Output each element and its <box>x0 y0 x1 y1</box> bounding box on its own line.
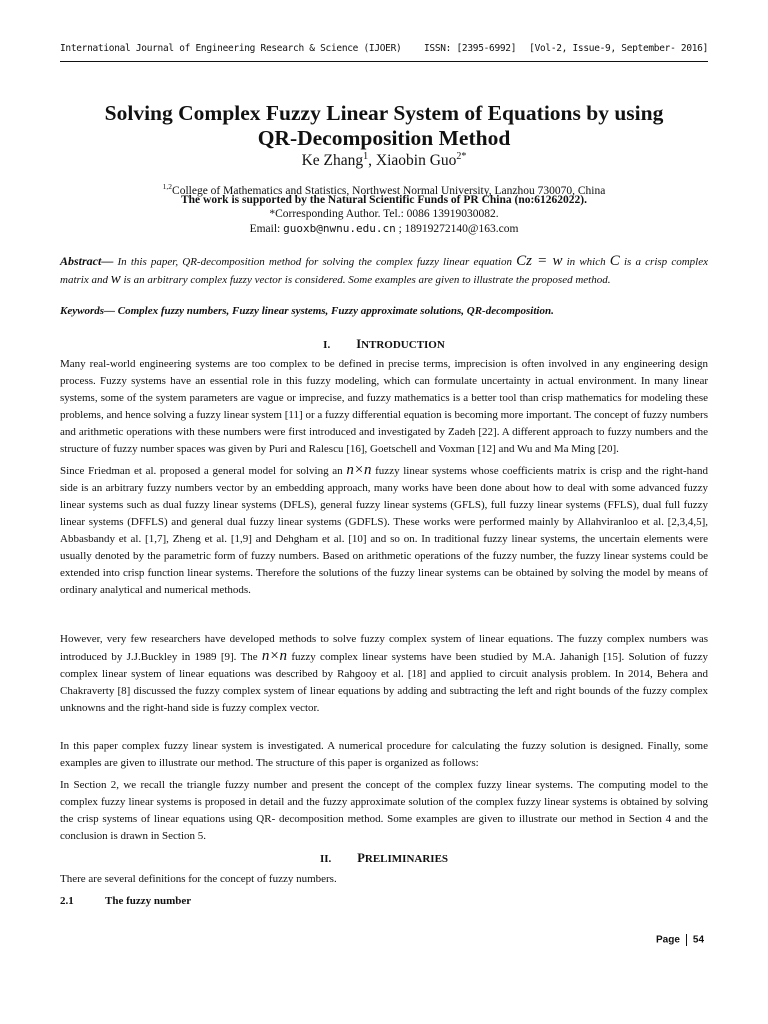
page-divider <box>686 934 687 946</box>
author-1-sup: 1 <box>363 151 369 162</box>
email-link-1[interactable]: guoxb@nwnu.edu.cn <box>283 222 396 235</box>
author-list <box>40 151 728 170</box>
author-1: Ke Zhang <box>301 152 364 170</box>
abstract-text-4: is an arbitrary complex fuzzy vector is considered. Some examples are given to illustrate the proposed method. <box>120 274 611 286</box>
title-line-2: QR-Decomposition Method <box>257 126 511 150</box>
paragraph-4: In this paper complex fuzzy linear system is investigated. A numerical procedure for calculating the fuzzy solution is designed. Finally, some examples are given to illustrate our method. The structure of this paper is organized as follows: <box>60 740 708 769</box>
corresponding-author: *Corresponding Author. Tel.: 0086 13919030082. <box>269 208 499 220</box>
paragraph-2 <box>60 462 708 599</box>
running-header <box>60 43 708 57</box>
nxn-symbol: n×n <box>261 648 288 664</box>
subsection-title: The fuzzy number <box>105 895 192 907</box>
section-heading-introduction <box>60 337 708 352</box>
affiliation-text: College of Mathematics and Statistics, Northwest Normal University, Lanzhou 730070, China <box>172 184 606 197</box>
author-separator: , <box>368 152 376 170</box>
keywords: Keywords— Complex fuzzy numbers, Fuzzy linear systems, Fuzzy approximate solutions, QR-decomposition. <box>60 305 554 317</box>
page-number <box>656 934 704 946</box>
title-line-1: Solving Complex Fuzzy Linear System of Equations by using <box>104 101 664 125</box>
email-2: ; 18919272140@163.com <box>395 223 519 235</box>
nxn-symbol: n×n <box>346 462 372 478</box>
subsection-number: 2.1 <box>60 895 74 907</box>
section-heading-preliminaries <box>60 851 708 866</box>
author-2-sup: 2* <box>456 151 467 162</box>
abstract-text-2: in which <box>562 256 610 268</box>
symbol-c: C <box>609 253 620 269</box>
volume-issue: [Vol-2, Issue-9, September- 2016] <box>529 43 708 54</box>
header-rule <box>60 61 708 62</box>
abstract <box>60 253 708 289</box>
issn: ISSN: [2395-6992] <box>424 43 517 54</box>
equation-cz-w: Cz = w <box>516 253 563 269</box>
page-num: 54 <box>692 934 705 946</box>
abstract-text-1: In this paper, QR-decomposition method for solving the complex fuzzy linear equation <box>113 256 517 268</box>
author-2: Xiaobin Guo <box>375 152 457 170</box>
affiliation-sup: 1,2 <box>162 182 173 191</box>
p3-text-2: fuzzy complex linear systems have been studied by M.A. Jahanigh [15]. Solution of fuzzy complex linear system of linear equations was described by Rahgooy et al. [18] and applied to circuit analysis problem. In 2014, Behera and Chakraverty [8] discussed the fuzzy complex system of linear equations by adding and subtracting the left and right bounds of the fuzzy complex unknowns and the right-hand side is fuzzy complex vector. <box>60 651 709 714</box>
email-line <box>40 221 728 237</box>
section-rest: RELIMINARIES <box>364 853 449 865</box>
p3-text-1: However, very few researchers have developed methods to solve fuzzy complex system of linear equations. The fuzzy complex numbers was introduced by J.J.Buckley in 1989 [9]. The <box>60 633 708 663</box>
symbol-w: w <box>110 271 121 287</box>
abstract-label: Abstract— <box>60 254 114 268</box>
section-number: I. <box>323 339 331 351</box>
paragraph-5: In Section 2, we recall the triangle fuzzy number and present the concept of the complex fuzzy linear systems. The computing model to the complex fuzzy linear systems is proposed in detail and the fuzzy approximate solution of the complex fuzzy linear systems is obtained by solving the crisp systems of linear equations using QR- decomposition method. Some examples are given to illustrate our method in Section 4 and the conclusion is drawn in Section 5. <box>60 779 708 842</box>
abstract-text-3: is a crisp complex matrix and <box>60 256 708 286</box>
section-cap: P <box>357 851 365 865</box>
journal-name: International Journal of Engineering Research & Science (IJOER) <box>60 43 402 54</box>
p2-text-2: fuzzy linear systems whose coefficients matrix is crisp and the right-hand side is an arbitrary fuzzy numbers vector by an embedding approach, many works have been done about how to deal with some advanced fuzzy linear systems such as dual fuzzy linear systems (DFLS), general fuzzy linear systems (GFLS), full fuzzy linear systems (FFLS), dual full fuzzy linear systems (DFFLS) and general dual fuzzy linear systems (GDFLS). These works were performed mainly by Allahviranloo et al. [2,3,4,5], Abbasbandy et al. [1,7], Zheng et al. [1,9] and Dehgham et al. [10] and so on. In traditional fuzzy linear systems, the uncertain elements were usually denoted by the parametric form of fuzzy numbers. Based on arithmetic operations of the fuzzy number, the fuzzy linear systems could be extended into crisp function linear systems. Therefore the solutions of the fuzzy linear systems can be obtained by solving the model by means of ordinary analytical and numerical methods. <box>60 465 708 596</box>
p2-text-1: Since Friedman et al. proposed a general model for solving an <box>60 465 347 477</box>
paragraph-1: Many real-world engineering systems are too complex to be defined in precise terms, imprecision is often involved in any engineering design process. Fuzzy systems have an essential role in this fuzzy modeling, which can formulate uncertainty in actual environment. In many linear systems, some of the system parameters are vague or imprecise, and fuzzy mathematics is a better tool than crisp mathematics for modeling these problems, and hence solving a fuzzy linear system [11] or a fuzzy differential equation is becoming more important. The concept of fuzzy numbers and arithmetic operations with these numbers were first introduced and investigated by Zadeh [22]. A different approach to fuzzy numbers and the structure of fuzzy number spaces was given by Puri and Ralescu [16], Goetschell and Voxman [12] and Wu and Ma Ming [20]. <box>60 358 708 455</box>
subsection-heading <box>60 895 191 907</box>
section-number: II. <box>319 853 332 865</box>
email-label: Email: <box>249 223 284 235</box>
paragraph-3 <box>60 631 708 717</box>
paragraph-6: There are several definitions for the concept of fuzzy numbers. <box>60 873 337 885</box>
section-cap: I <box>356 337 362 351</box>
paper-title <box>40 101 728 151</box>
funding-text: The work is supported by the Natural Scientific Funds of PR China (no:61262022). <box>180 194 588 206</box>
page-label: Page <box>656 934 680 946</box>
section-rest: NTRODUCTION <box>361 339 445 351</box>
